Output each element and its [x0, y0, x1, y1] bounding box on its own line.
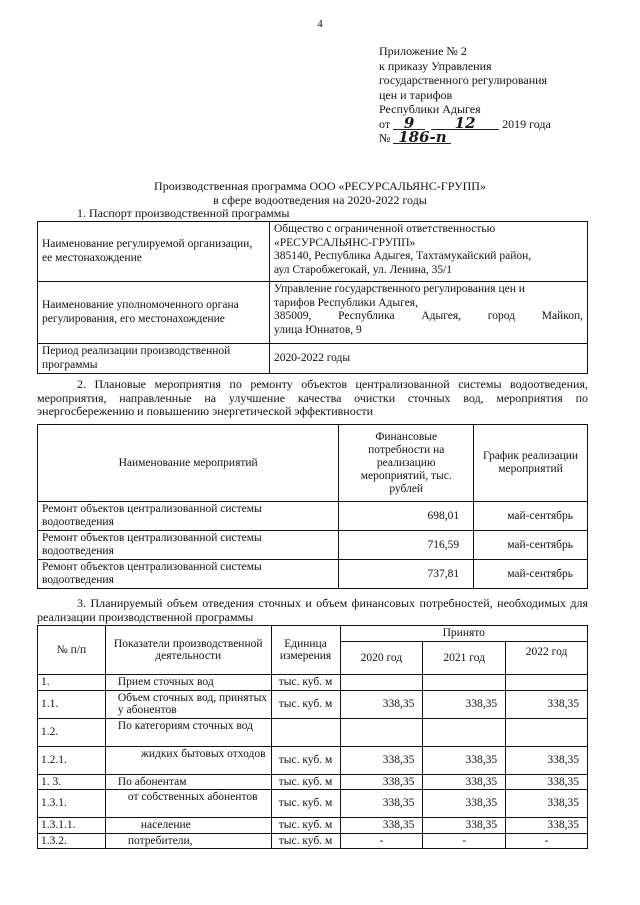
passport-value [270, 344, 588, 374]
date-month-handwritten: 12 [431, 117, 499, 130]
measure-name: Ремонт объектов централизованной системы водоотведения [38, 531, 339, 560]
row-indicator: потребители, [105, 833, 271, 849]
row-2021: - [423, 833, 506, 849]
value-line: 385140, Республика Адыгея, Тахтамукайский район, [274, 250, 532, 262]
number-prefix: № [379, 131, 391, 145]
value-line: Управление государственного регулирования цен и [274, 283, 525, 295]
table-row [38, 675, 588, 691]
measure-finance: 716,59 [339, 531, 474, 560]
row-2022: 338,35 [506, 818, 588, 834]
table-row [38, 690, 588, 718]
measure-finance: 737,81 [339, 560, 474, 589]
row-num: 1.3.1. [38, 790, 106, 818]
row-unit: тыс. куб. м [271, 746, 340, 774]
row-num: 1.1. [38, 690, 106, 718]
passport-value [270, 282, 588, 344]
row-2020: 338,35 [340, 690, 423, 718]
header-num: № п/п [38, 626, 106, 675]
measure-name: Ремонт объектов централизованной системы водоотведения [38, 560, 339, 589]
header-2022: 2022 год [506, 642, 588, 675]
table-row [38, 531, 588, 560]
value-line: 385009, Республика Адыгея, город Майкоп, [274, 310, 583, 322]
appendix-line-3: государственного регулирования [379, 73, 548, 87]
value-line: улица Юннатов, 9 [274, 323, 362, 336]
row-2020 [340, 718, 423, 746]
row-2020 [340, 675, 423, 691]
row-2021: 338,35 [423, 774, 506, 790]
appendix-block [379, 44, 619, 146]
row-2020: - [340, 833, 423, 849]
row-indicator: По категориям сточных вод [105, 718, 271, 746]
measure-schedule: май-сентябрь [474, 560, 588, 589]
appendix-line-4: цен и тарифов [379, 87, 453, 102]
value-line: «РЕСУРСАЛЬЯНС-ГРУПП» [274, 236, 416, 249]
row-2022: - [506, 833, 588, 849]
section3-heading: 3. Планируемый объем отведения сточных и объем финансовых потребностей, необходимых для реализации производственной программы [37, 596, 588, 624]
appendix-line-2: к приказу Управления [379, 58, 492, 73]
program-title: Производственная программа ООО «РЕСУРСАЛЬЯНС-ГРУПП» [154, 179, 486, 193]
header-2020: 2020 год [340, 642, 423, 675]
header-measure-name: Наименование мероприятий [38, 425, 339, 502]
measure-name: Ремонт объектов централизованной системы водоотведения [38, 502, 339, 531]
table-row [38, 790, 588, 818]
row-2022 [506, 675, 588, 691]
page-number: 4 [317, 18, 323, 30]
table-row [38, 833, 588, 849]
row-unit [271, 718, 340, 746]
row-2020: 338,35 [340, 818, 423, 834]
header-2021: 2021 год [423, 642, 506, 675]
row-unit: тыс. куб. м [271, 675, 340, 691]
appendix-line-1: Приложение № 2 [379, 44, 467, 58]
date-prefix: от [379, 116, 391, 131]
header-indicator: Показатели производственной деятельности [105, 626, 271, 675]
table-row [38, 560, 588, 589]
row-2021 [423, 675, 506, 691]
passport-label: Период реализации производственной программы [38, 344, 270, 374]
row-2022 [506, 718, 588, 746]
measure-schedule: май-сентябрь [474, 502, 588, 531]
appendix-number [379, 128, 619, 146]
row-indicator: население [105, 818, 271, 834]
row-num: 1.2.1. [38, 746, 106, 774]
row-2020: 338,35 [340, 790, 423, 818]
passport-label: Наименование уполномоченного органа регулирования, его местонахождение [38, 282, 270, 344]
passport-value [270, 222, 588, 282]
row-2020: 338,35 [340, 746, 423, 774]
row-2022: 338,35 [506, 774, 588, 790]
measure-finance: 698,01 [339, 502, 474, 531]
table-row [38, 222, 588, 282]
table-row [38, 718, 588, 746]
row-unit: тыс. куб. м [271, 774, 340, 790]
table-row [38, 774, 588, 790]
section2-heading: 2. Плановые мероприятия по ремонту объектов централизованной системы водоотведения, мероприятия, направленные на улучшение качества очистки сточных вод, мероприятия по энергосбережению и повышению энергетической эффективности [37, 377, 588, 418]
row-unit: тыс. куб. м [271, 818, 340, 834]
value-line: аул Старобжегокай, ул. Ленина, 35/1 [274, 263, 453, 276]
row-num: 1. [38, 675, 106, 691]
table-header-row [38, 425, 588, 502]
row-unit: тыс. куб. м [271, 790, 340, 818]
row-2021: 338,35 [423, 818, 506, 834]
header-finance: Финансовые потребности на реализацию мероприятий, тыс. рублей [339, 425, 474, 502]
table-row [38, 746, 588, 774]
program-subtitle: в сфере водоотведения на 2020-2022 годы [213, 193, 427, 207]
volume-table [37, 625, 588, 849]
row-indicator: жидких бытовых отходов [105, 746, 271, 774]
table-header-row [38, 626, 588, 642]
row-indicator: Объем сточных вод, принятых у абонентов [105, 690, 271, 718]
row-2021: 338,35 [423, 690, 506, 718]
row-2021: 338,35 [423, 790, 506, 818]
row-2021 [423, 718, 506, 746]
row-num: 1.2. [38, 718, 106, 746]
table-row [38, 502, 588, 531]
value-line: 2020-2022 годы [274, 351, 351, 364]
row-2021: 338,35 [423, 746, 506, 774]
row-num: 1.3.1.1. [38, 818, 106, 834]
date-suffix: 2019 года [502, 116, 551, 131]
order-number-handwritten: 186-п [393, 131, 451, 144]
row-2022: 338,35 [506, 690, 588, 718]
header-schedule: График реализации мероприятий [474, 425, 588, 502]
row-indicator: По абонентам [105, 774, 271, 790]
section1-heading: 1. Паспорт производственной программы [77, 206, 290, 220]
passport-label: Наименование регулируемой организации, ее местонахождение [38, 222, 270, 282]
value-line: тарифов Республики Адыгея, [274, 296, 418, 309]
row-num: 1.3.2. [38, 833, 106, 849]
value-line: Общество с ограниченной ответственностью [274, 223, 496, 235]
header-unit: Единица измерения [271, 626, 340, 675]
table-row [38, 344, 588, 374]
table-row [38, 818, 588, 834]
row-unit: тыс. куб. м [271, 690, 340, 718]
row-indicator: от собственных абонентов [105, 790, 271, 818]
date-day-handwritten: 9 [393, 117, 425, 130]
passport-table [37, 221, 588, 374]
appendix-line-5: Республики Адыгея [379, 102, 481, 116]
header-accepted: Принято [340, 626, 588, 642]
measures-table [37, 424, 588, 589]
row-num: 1. 3. [38, 774, 106, 790]
row-unit: тыс. куб. м [271, 833, 340, 849]
row-2020: 338,35 [340, 774, 423, 790]
row-2022: 338,35 [506, 746, 588, 774]
table-row [38, 282, 588, 344]
row-indicator: Прием сточных вод [105, 675, 271, 691]
row-2022: 338,35 [506, 790, 588, 818]
measure-schedule: май-сентябрь [474, 531, 588, 560]
